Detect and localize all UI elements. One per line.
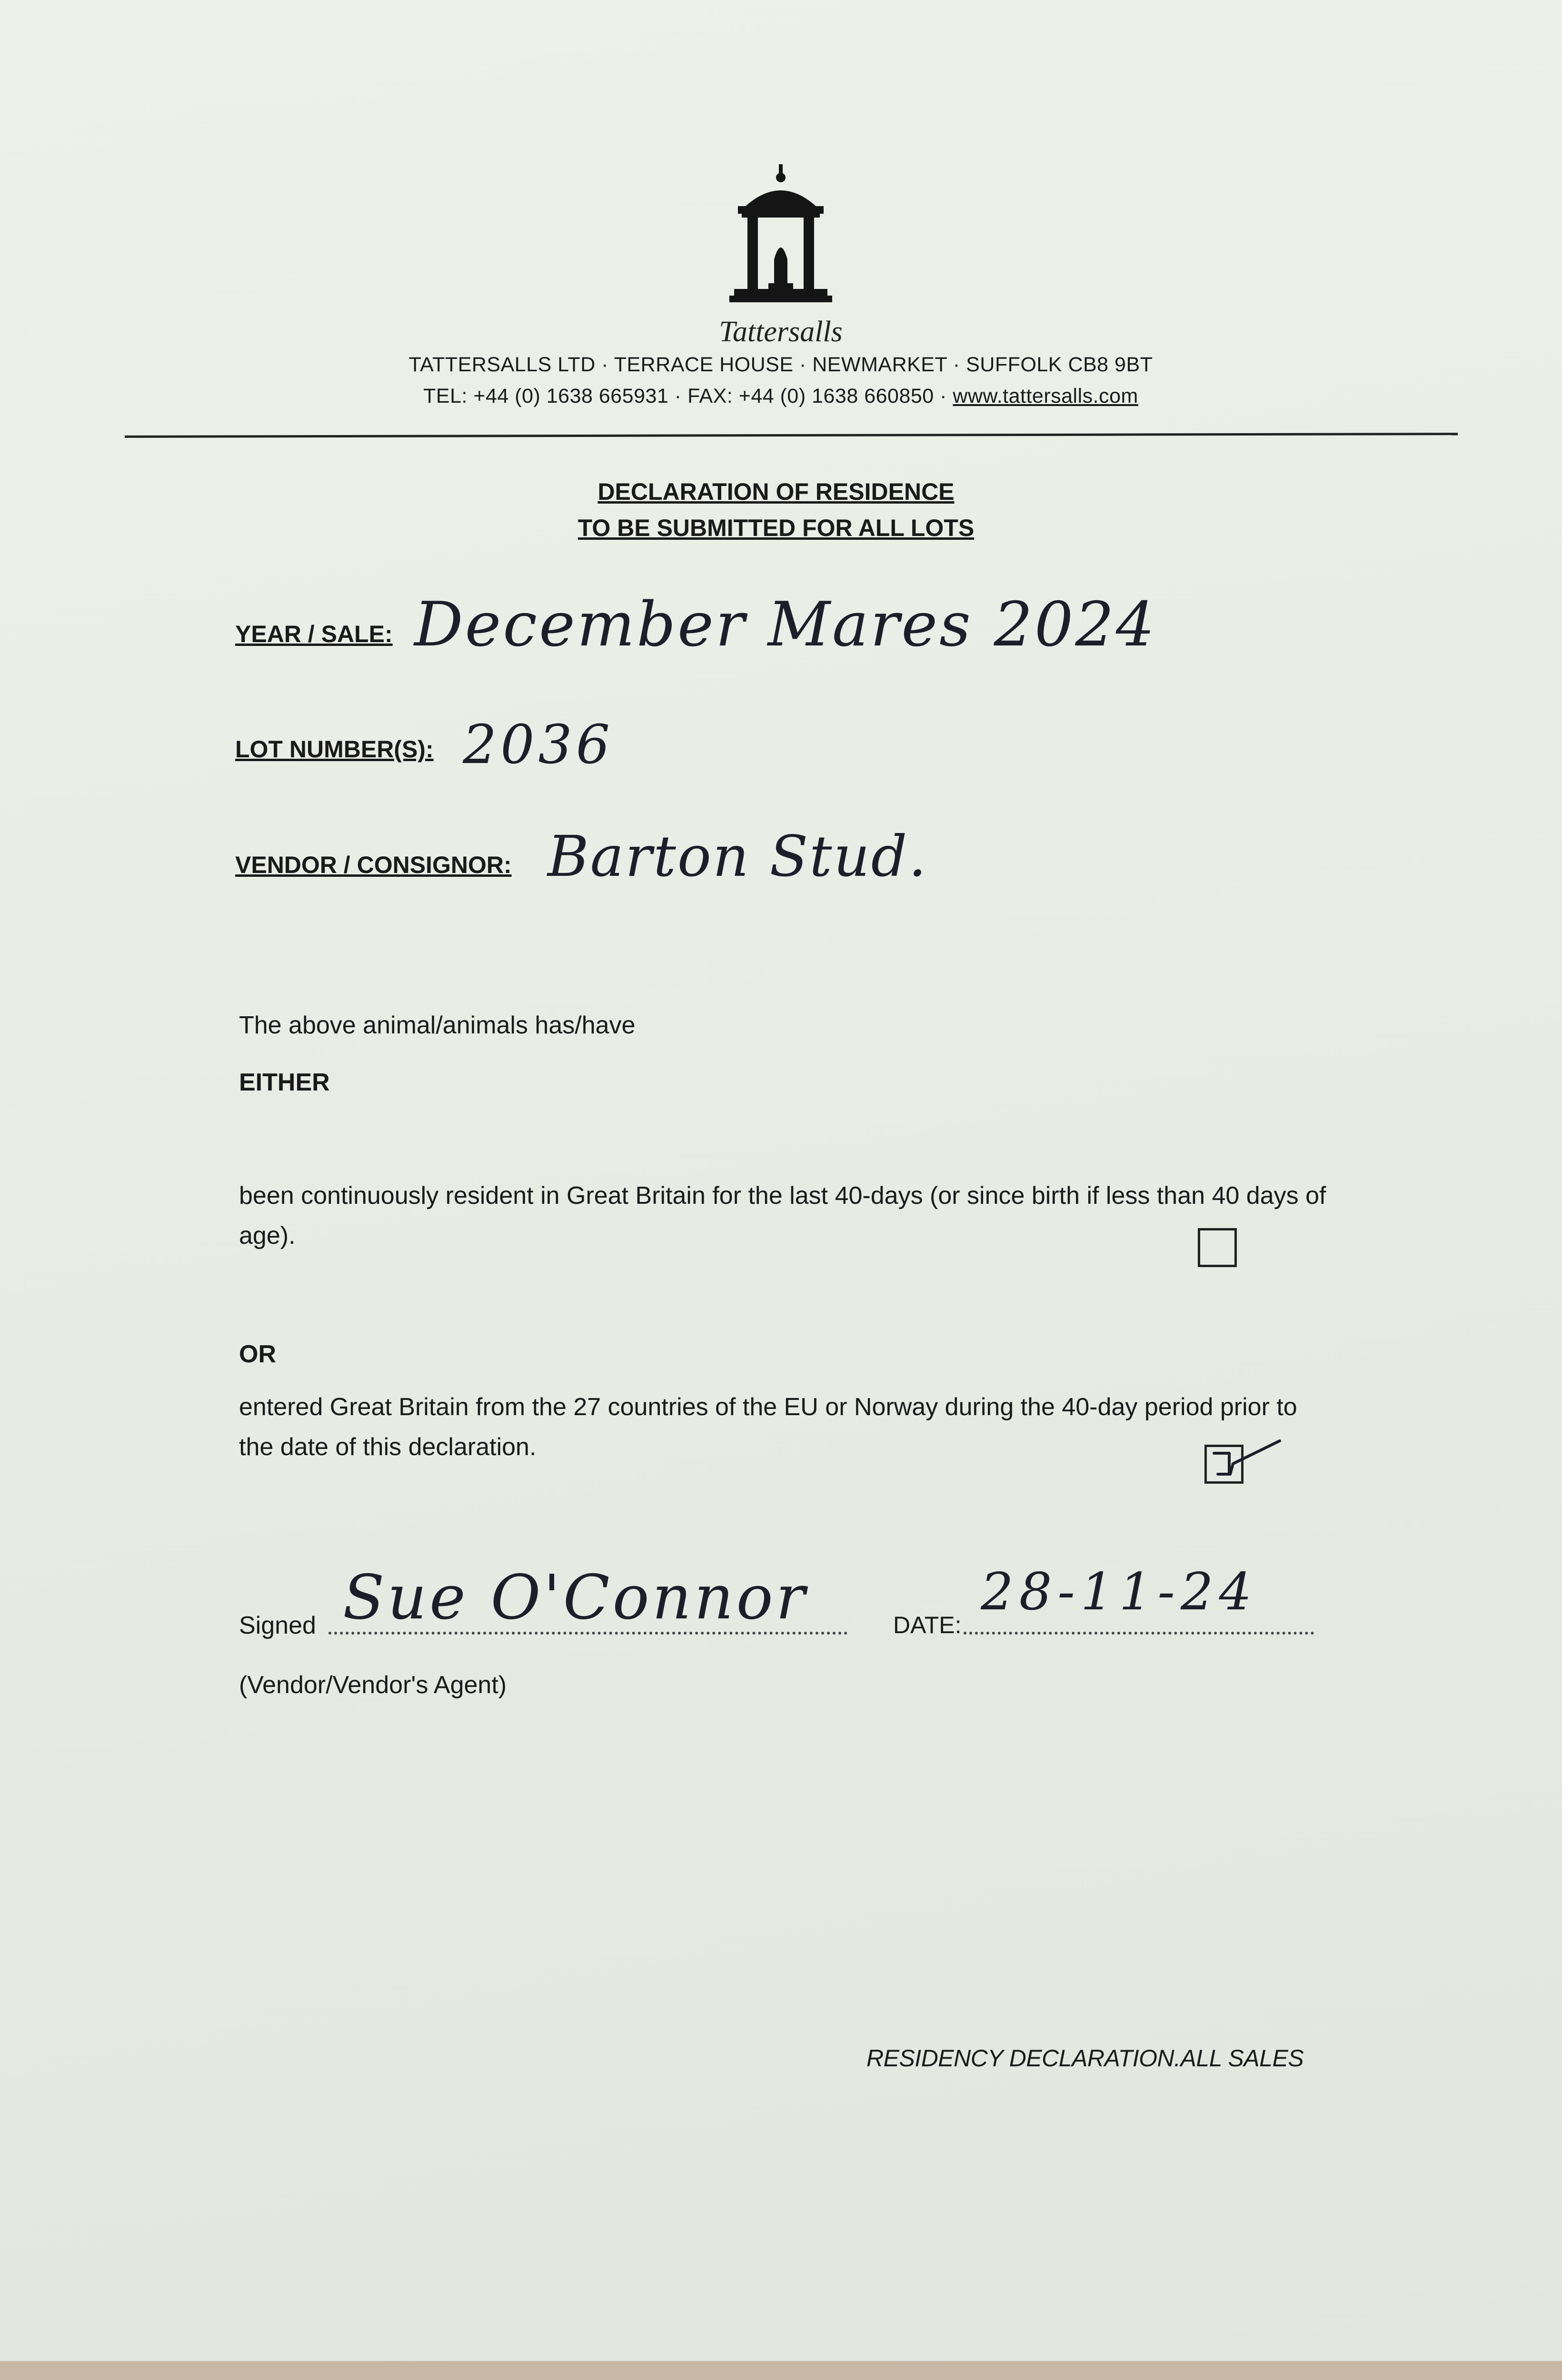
year-sale-label: YEAR / SALE: — [235, 621, 393, 647]
year-sale-value[interactable]: December Mares 2024 — [414, 589, 1157, 660]
option-entered-text: entered Great Britain from the 27 countries of the EU or Norway during the 40-day period prior to the date of this declaration. — [239, 1393, 1297, 1461]
or-heading: OR — [239, 1340, 276, 1368]
company-address: TATTERSALLS LTD · TERRACE HOUSE · NEWMARKET · SUFFOLK CB8 9BT — [408, 353, 1153, 376]
date-line — [964, 1632, 1314, 1635]
option-resident-checkbox[interactable] — [1198, 1228, 1237, 1267]
vendor-label: VENDOR / CONSIGNOR: — [235, 852, 512, 878]
signature-value[interactable]: Sue O'Connor — [343, 1562, 808, 1633]
signed-label: Signed — [239, 1612, 316, 1639]
header-divider — [125, 433, 1458, 438]
brand-name: Tattersalls — [719, 316, 843, 348]
contact-line — [333, 385, 1228, 408]
option-resident-text: been continuously resident in Great Britain for the last 40-days (or since birth if less than 40 days of age). — [239, 1182, 1326, 1250]
form-title: DECLARATION OF RESIDENCE — [597, 478, 955, 505]
phone-fax: TEL: +44 (0) 1638 665931 · FAX: +44 (0) 1638 660850 · — [423, 385, 953, 407]
signer-role: (Vendor/Vendor's Agent) — [239, 1671, 507, 1699]
footer-text: RESIDENCY DECLARATION.ALL SALES — [866, 2045, 1304, 2072]
vendor-value[interactable]: Barton Stud. — [547, 823, 928, 889]
date-label: DATE: — [893, 1612, 962, 1638]
lot-number-label: LOT NUMBER(S): — [235, 736, 434, 763]
date-value[interactable]: 28-11-24 — [981, 1562, 1258, 1622]
either-heading: EITHER — [239, 1069, 330, 1096]
checkmark-icon — [1200, 1430, 1285, 1492]
website-link[interactable]: www.tattersalls.com — [953, 385, 1138, 407]
form-subtitle: TO BE SUBMITTED FOR ALL LOTS — [577, 515, 975, 541]
tattersalls-logo-icon — [705, 164, 857, 317]
declaration-intro: The above animal/animals has/have — [239, 1012, 636, 1039]
lot-number-value[interactable]: 2036 — [463, 714, 614, 776]
